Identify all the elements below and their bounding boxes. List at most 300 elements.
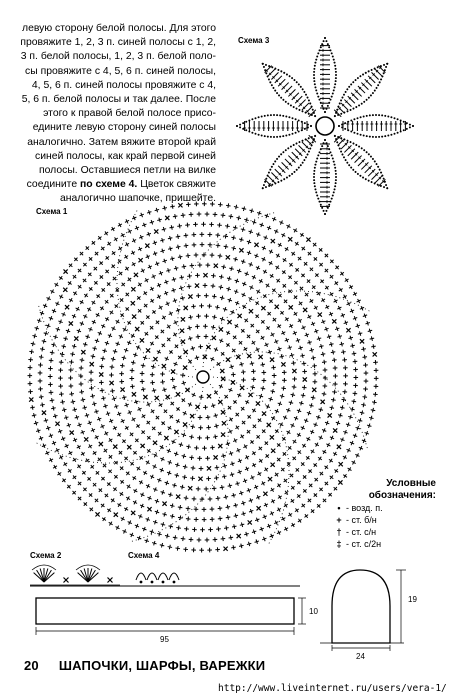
stitch-mark [102,447,108,453]
stitch-mark [137,246,143,252]
stitch-mark [249,322,256,329]
stitch-mark [358,445,364,451]
stitch-mark [92,346,98,352]
stitch-mark [183,547,188,552]
stitch-mark [143,277,149,283]
stitch-mark [355,425,361,431]
stitch-mark [223,244,228,249]
stitch-mark [271,365,276,370]
stitch-mark [182,410,188,416]
stitch-mark [175,244,180,249]
stitch-mark [167,459,173,465]
stitch-mark [215,243,220,248]
stitch-mark [99,380,104,385]
stitch-mark [67,262,73,268]
stitch-mark [79,366,84,371]
stitch-mark [86,306,92,312]
stitch-mark [329,342,335,348]
stitch-mark [143,331,149,337]
stitch-mark [281,451,288,458]
stitch-mark [194,355,200,361]
stitch-mark [100,287,106,293]
stitch-mark [295,337,301,343]
stitch-mark [130,368,135,373]
stitch-mark [71,344,77,350]
stitch-mark [233,225,238,230]
stitch-mark [206,425,211,430]
stitch-mark [213,212,218,217]
stitch-mark [103,403,109,409]
stitch-mark [313,328,319,334]
stitch-mark [332,357,337,362]
stitch-mark [188,315,193,320]
stitch-mark [232,437,238,443]
stitch-mark [246,541,252,547]
stitch-mark [68,297,74,303]
stitch-mark [154,334,160,340]
stitch-mark [227,428,233,434]
stitch-mark [251,450,257,456]
stitch-mark [200,232,205,237]
stitch-mark [281,257,287,263]
stitch-mark [333,374,338,379]
stitch-mark [237,469,243,475]
stitch-mark [334,326,340,332]
stitch-mark [194,445,199,450]
stitch-mark [69,391,74,396]
stitch-mark [251,369,256,374]
stitch-mark [113,474,119,480]
stitch-mark [306,497,312,503]
stitch-mark [290,522,296,528]
stitch-mark [373,392,378,397]
stitch-mark [120,516,126,522]
stitch-mark [197,435,202,440]
stitch-mark [261,370,266,375]
stitch-mark [209,356,215,362]
stitch-mark [38,379,43,384]
stitch-mark [239,405,245,411]
stitch-mark [59,392,64,397]
stitch-mark [200,242,205,247]
stitch-mark [300,245,306,251]
stitch-mark [72,437,78,443]
paragraph-line: левую сторону белой полосы. Для этого [22,23,216,34]
stitch-mark [373,360,378,365]
stitch-mark [266,523,272,529]
stitch-mark [45,425,51,431]
stitch-mark [135,465,141,471]
stitch-mark [172,298,178,304]
stitch-mark [142,290,148,296]
stitch-mark [98,260,104,266]
stitch-mark [323,326,329,332]
stitch-mark [328,457,334,463]
stitch-mark [40,402,45,407]
stitch-mark [48,382,53,387]
stitch-mark [182,464,187,469]
stitch-mark [156,477,162,483]
stitch-mark [104,340,110,346]
stitch-mark [58,454,64,460]
stitch-mark [323,267,329,273]
stitch-mark [231,545,236,550]
stitch-mark [90,299,96,305]
stitch-mark [342,294,348,300]
stitch-mark [283,502,289,508]
stitch-mark [151,364,156,369]
stitch-mark [203,324,208,329]
stitch-mark [217,253,222,258]
legend [326,478,436,550]
strip-rect [36,598,294,624]
stitch-mark [173,343,179,349]
stitch-mark [168,492,174,498]
stitch-mark [227,297,233,303]
stitch-mark [179,275,184,280]
stitch-mark [306,314,312,320]
stitch-mark [263,440,270,447]
stitch-mark [261,378,266,383]
stitch-mark [315,290,321,296]
stitch-mark [253,253,259,259]
stitch-mark [204,314,209,319]
stitch-mark [332,298,338,304]
stitch-mark [84,457,90,463]
stitch-mark [38,363,43,368]
stitch-mark [168,349,174,355]
stitch-mark [176,525,181,530]
stitch-mark [56,471,62,477]
stitch-mark [169,400,175,406]
stitch-mark [157,531,163,537]
strip-length-label: 95 [160,635,169,644]
stitch-mark [357,331,363,337]
stitch-mark [241,206,247,212]
stitch-mark [292,330,298,336]
scheme-reference: по схеме 4. [79,179,138,191]
stitch-mark [89,378,94,383]
stitch-mark [346,466,352,472]
stitch-mark [174,473,180,479]
stitch-mark [81,470,87,476]
stitch-mark [275,456,281,462]
stitch-mark [59,360,64,365]
stitch-mark [150,425,157,432]
stitch-mark [304,332,310,338]
stitch-mark [280,232,286,238]
stitch-mark [124,402,130,408]
stitch-mark [279,310,285,316]
stitch-mark [102,348,108,354]
stitch-mark [30,405,35,410]
stitch-mark [45,295,51,301]
stitch-mark [193,222,198,227]
legend-text: - возд. п. [346,503,383,513]
stitch-mark [28,389,33,394]
stitch-mark [181,453,187,459]
stitch-mark [185,506,190,511]
stitch-mark [223,234,228,239]
stitch-mark [315,414,321,420]
stitch-mark [194,202,199,207]
stitch-mark [180,397,186,403]
stitch-mark [160,420,166,426]
stitch-mark [192,527,197,532]
stitch-mark [225,441,231,447]
stitch-mark [242,478,248,484]
stitch-mark [298,285,304,291]
stitch-mark [109,292,115,298]
stitch-mark [241,304,247,310]
stitch-mark [162,205,168,211]
stitch-mark [154,319,160,325]
stitch-mark [175,546,180,551]
stitch-mark [208,497,213,502]
stitch-mark [328,274,334,280]
stitch-mark [117,245,123,251]
stitch-mark [370,407,375,412]
stitch-mark [255,265,261,271]
stitch-mark [314,272,320,278]
stitch-mark [138,234,144,240]
stitch-mark [190,345,196,351]
petal [326,127,397,198]
stitch-mark [277,292,284,299]
stitch-mark [258,393,264,399]
stitch-mark [116,258,122,264]
stitch-mark [251,462,257,468]
stitch-mark [321,427,327,433]
stitch-mark [197,212,202,217]
stitch-mark [68,384,73,389]
stitch-mark [240,419,246,425]
stitch-mark [125,470,131,476]
stitch-mark [68,368,73,373]
stitch-mark [118,491,124,497]
stitch-mark [350,343,355,348]
petal [326,55,397,126]
scheme2-edge-diagram [30,565,120,585]
stitch-mark [225,330,231,336]
stitch-mark [211,325,216,330]
stitch-mark [151,540,157,546]
stitch-mark [318,470,324,476]
stitch-mark [121,438,127,444]
stitch-mark [314,441,320,447]
stitch-mark [39,354,44,359]
stitch-mark [291,438,297,444]
stitch-mark [313,371,318,376]
stitch-mark [253,484,259,490]
stitch-mark [306,250,312,256]
stitch-mark [288,323,294,329]
stitch-mark [271,216,277,222]
stitch-mark [320,351,325,356]
stitch-mark [226,286,232,292]
stitch-mark [28,381,33,386]
stitch-mark [93,250,99,256]
stitch-mark [53,334,59,340]
stitch-mark [269,273,275,279]
stitch-mark [255,288,261,294]
stitch-mark [276,323,282,329]
stitch-mark [234,424,240,430]
stitch-mark [152,251,158,257]
stitch-mark [209,222,214,227]
stitch-mark [284,337,290,343]
stitch-mark [258,458,264,464]
stitch-mark [218,202,223,207]
stitch-mark [352,291,358,297]
stitch-mark [275,252,281,258]
stitch-mark [288,472,294,478]
stitch-mark [273,339,279,345]
stitch-mark [168,413,174,419]
stitch-mark [166,336,172,342]
stitch-mark [218,516,223,521]
stitch-mark [160,342,166,348]
stitch-mark [219,274,224,279]
treble-crochet-icon: ‡ [336,539,342,549]
stitch-mark [300,272,307,279]
stitch-mark [65,328,71,334]
paragraph-line: едините левую сторону синей полосы [32,122,216,134]
stitch-mark [69,359,74,364]
stitch-mark [357,418,363,424]
stitch-mark [294,467,301,474]
stitch-mark [61,344,66,349]
stitch-mark [234,411,240,417]
stitch-mark [239,543,245,549]
center-ring [197,371,209,383]
stitch-mark [168,524,173,529]
paragraph-line: сы провяжите с 4, 5, 6 п. синей полосы, [25,65,216,77]
stitch-mark [280,516,286,522]
stitch-mark [156,282,162,288]
stitch-mark [92,265,99,272]
stitch-mark [326,334,332,340]
stitch-mark [213,346,219,352]
stitch-mark [125,495,131,501]
stitch-mark [203,283,208,288]
legend-text: - ст. с/н [346,527,377,537]
stitch-mark [215,547,220,552]
stitch-mark [263,342,269,348]
stitch-mark [175,406,181,412]
stitch-mark [99,423,105,429]
stitch-mark [345,447,351,453]
stitch-mark [121,355,127,361]
stitch-mark [124,425,130,431]
stitch-mark [349,308,355,314]
stitch-mark [217,506,222,511]
stitch-mark [251,423,258,430]
stitch-mark [223,494,228,499]
stitch-mark [49,288,55,294]
stitch-mark [80,429,86,435]
stitch-mark [118,297,125,304]
stitch-mark [283,246,289,252]
stitch-mark [114,319,120,325]
stitch-mark [186,516,191,521]
stitch-mark [340,405,345,410]
stitch-mark [343,320,349,326]
stitch-mark [58,384,63,389]
stitch-mark [29,349,34,354]
paragraph-text: Цветок свяжите [137,179,216,191]
stitch-mark [201,222,206,227]
stitch-mark [207,232,212,237]
stitch-mark [119,371,124,376]
hat-pattern [320,570,417,661]
stitch-mark [309,347,315,353]
stitch-mark [172,535,177,540]
stitch-mark [271,381,276,386]
stitch-mark [91,319,97,325]
stitch-mark [100,245,106,251]
stitch-mark [292,384,297,389]
stitch-mark [300,353,305,358]
stitch-mark [362,354,367,359]
stitch-mark [269,533,275,539]
stitch-mark [72,407,78,413]
strip-height-label: 10 [309,607,318,616]
stitch-mark [318,344,324,350]
stitch-mark [103,492,109,498]
stitch-mark [276,506,282,512]
stitch-mark [240,328,246,334]
stitch-mark [343,277,349,283]
stitch-mark [151,273,157,279]
stitch-mark [260,386,265,391]
stitch-mark [316,336,322,342]
stitch-mark [337,334,343,340]
stitch-mark [93,497,99,503]
stitch-mark [225,515,230,520]
stitch-mark [256,210,262,216]
stitch-mark [233,503,239,509]
stitch-mark [320,297,326,303]
stitch-mark [219,485,224,490]
stitch-mark [324,284,330,290]
stitch-mark [178,442,184,448]
stitch-mark [126,276,132,282]
stitch-mark [374,376,379,381]
stitch-mark [139,492,145,498]
stitch-mark [213,413,219,419]
scheme4-label: Схема 4 [128,551,160,560]
scheme2-label: Схема 2 [30,551,62,560]
stitch-mark [247,296,253,302]
stitch-mark [82,261,89,268]
stitch-mark [157,217,163,223]
stitch-mark [226,276,232,282]
stitch-mark [262,269,268,275]
stitch-mark [160,522,166,528]
stitch-mark [233,513,239,519]
stitch-mark [60,399,65,404]
stitch-mark [48,366,53,371]
stitch-mark [126,320,132,326]
stitch-mark [244,454,250,460]
stitch-mark [151,309,157,315]
stitch-mark [162,408,168,414]
stitch-mark [348,284,354,290]
stitch-mark [159,543,165,549]
stitch-mark [323,464,329,470]
stitch-mark [292,311,298,317]
